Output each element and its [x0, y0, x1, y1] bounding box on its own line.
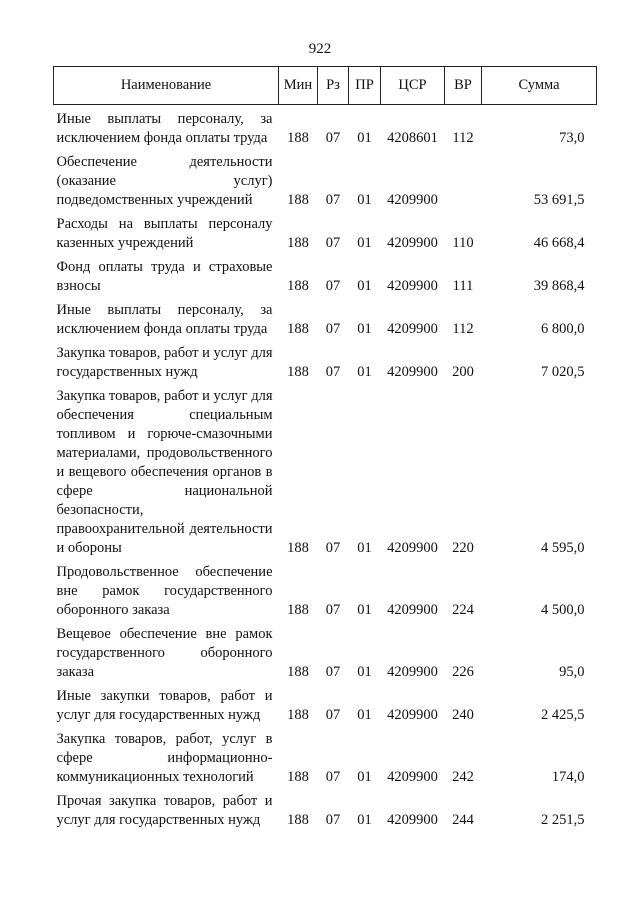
cell-name: Вещевое обеспечение вне рамок государственного оборонного заказа: [56, 626, 273, 680]
cell-rz: 07: [325, 278, 341, 294]
cell-rz: 07: [325, 540, 341, 556]
cell-pr: 01: [357, 278, 372, 294]
cell-sum: 7 020,5: [541, 364, 585, 380]
cell-name: Расходы на выплаты персоналу казенных учреждений: [56, 216, 273, 251]
header-csr: ЦСР: [381, 67, 445, 105]
cell-csr: 4209900: [387, 602, 438, 618]
cell-sum: 95,0: [559, 664, 585, 680]
cell-sum: 4 595,0: [541, 540, 585, 556]
cell-name: Иные закупки товаров, работ и услуг для государственных нужд: [56, 688, 273, 723]
cell-csr: 4209900: [387, 812, 438, 828]
cell-min: 188: [287, 364, 309, 380]
cell-rz: 07: [325, 364, 341, 380]
cell-pr: 01: [357, 192, 372, 208]
cell-csr: 4209900: [387, 707, 438, 723]
cell-min: 188: [287, 540, 309, 556]
cell-vr: 242: [452, 769, 474, 785]
cell-min: 188: [287, 235, 309, 251]
header-sum: Сумма: [482, 67, 597, 105]
cell-min: 188: [287, 812, 309, 828]
cell-vr: 110: [452, 235, 474, 251]
table-row: [54, 725, 597, 787]
cell-rz: 07: [325, 812, 341, 828]
cell-rz: 07: [325, 664, 341, 680]
cell-pr: 01: [357, 321, 372, 337]
cell-rz: 07: [325, 602, 341, 618]
table-row: [54, 787, 597, 830]
cell-csr: 4209900: [387, 364, 438, 380]
cell-vr: 224: [452, 602, 474, 618]
budget-table: [53, 66, 597, 830]
cell-rz: 07: [325, 192, 341, 208]
table-row: [54, 105, 597, 149]
cell-rz: 07: [325, 707, 341, 723]
cell-sum: 174,0: [551, 769, 585, 785]
header-vr: ВР: [445, 67, 482, 105]
cell-csr: 4208601: [387, 130, 438, 146]
cell-min: 188: [287, 664, 309, 680]
table-row: [54, 296, 597, 339]
cell-pr: 01: [357, 540, 372, 556]
cell-name: Фонд оплаты труда и страховые взносы: [56, 259, 273, 294]
cell-pr: 01: [357, 602, 372, 618]
cell-min: 188: [287, 602, 309, 618]
cell-pr: 01: [357, 235, 372, 251]
cell-pr: 01: [357, 769, 372, 785]
table-row: [54, 148, 597, 210]
cell-pr: 01: [357, 130, 372, 146]
cell-vr: 112: [452, 130, 474, 146]
table-row: [54, 558, 597, 620]
cell-sum: 73,0: [559, 130, 585, 146]
table-body: [54, 105, 597, 831]
cell-sum: 4 500,0: [541, 602, 585, 618]
cell-sum: 6 800,0: [541, 321, 585, 337]
cell-pr: 01: [357, 812, 372, 828]
table-row: [54, 339, 597, 382]
cell-sum: 2 251,5: [541, 812, 585, 828]
cell-rz: 07: [325, 769, 341, 785]
cell-vr: 112: [452, 321, 474, 337]
cell-name: Обеспечение деятельности (оказание услуг) подведомственных учреждений: [56, 154, 273, 208]
table-row: [54, 620, 597, 682]
cell-csr: 4209900: [387, 235, 438, 251]
cell-vr: 226: [452, 664, 474, 680]
cell-sum: 39 868,4: [533, 278, 585, 294]
header-rz: Рз: [318, 67, 349, 105]
cell-sum: 2 425,5: [541, 707, 585, 723]
cell-min: 188: [287, 321, 309, 337]
cell-rz: 07: [325, 321, 341, 337]
cell-vr: 240: [452, 707, 474, 723]
cell-rz: 07: [325, 235, 341, 251]
cell-min: 188: [287, 278, 309, 294]
cell-csr: 4209900: [387, 540, 438, 556]
cell-name: Продовольственное обеспечение вне рамок государственного оборонного заказа: [56, 564, 273, 618]
cell-name: Прочая закупка товаров, работ и услуг для государственных нужд: [56, 793, 273, 828]
cell-vr: [445, 148, 482, 210]
header-name: Наименование: [54, 67, 279, 105]
table-header-row: [54, 67, 597, 105]
table-row: [54, 382, 597, 558]
table-row: [54, 253, 597, 296]
cell-csr: 4209900: [387, 769, 438, 785]
cell-pr: 01: [357, 707, 372, 723]
cell-vr: 200: [452, 364, 474, 380]
cell-csr: 4209900: [387, 192, 438, 208]
cell-name: Закупка товаров, работ, услуг в сфере информационно-коммуникационных технологий: [56, 731, 273, 785]
cell-name: Иные выплаты персоналу, за исключением фонда оплаты труда: [56, 111, 273, 146]
cell-min: 188: [287, 769, 309, 785]
header-min: Мин: [279, 67, 318, 105]
cell-vr: 111: [452, 278, 474, 294]
cell-csr: 4209900: [387, 664, 438, 680]
header-pr: ПР: [349, 67, 381, 105]
cell-name: Закупка товаров, работ и услуг для государственных нужд: [56, 345, 273, 380]
cell-min: 188: [287, 130, 309, 146]
page-number: 922: [308, 41, 332, 57]
cell-min: 188: [287, 707, 309, 723]
cell-rz: 07: [325, 130, 341, 146]
cell-min: 188: [287, 192, 309, 208]
cell-pr: 01: [357, 664, 372, 680]
cell-sum: 46 668,4: [533, 235, 585, 251]
cell-pr: 01: [357, 364, 372, 380]
cell-vr: 220: [452, 540, 474, 556]
cell-name: Закупка товаров, работ и услуг для обеспечения специальным топливом и горюче-смазочными материалами, продовольственного и вещевого обеспечения органов в сфере национальной безопасности, правоохранительной деятельности и обороны: [56, 388, 273, 556]
cell-csr: 4209900: [387, 321, 438, 337]
cell-vr: 244: [452, 812, 474, 828]
table-row: [54, 210, 597, 253]
cell-name: Иные выплаты персоналу, за исключением фонда оплаты труда: [56, 302, 273, 337]
cell-sum: 53 691,5: [533, 192, 585, 208]
table-row: [54, 682, 597, 725]
cell-csr: 4209900: [387, 278, 438, 294]
